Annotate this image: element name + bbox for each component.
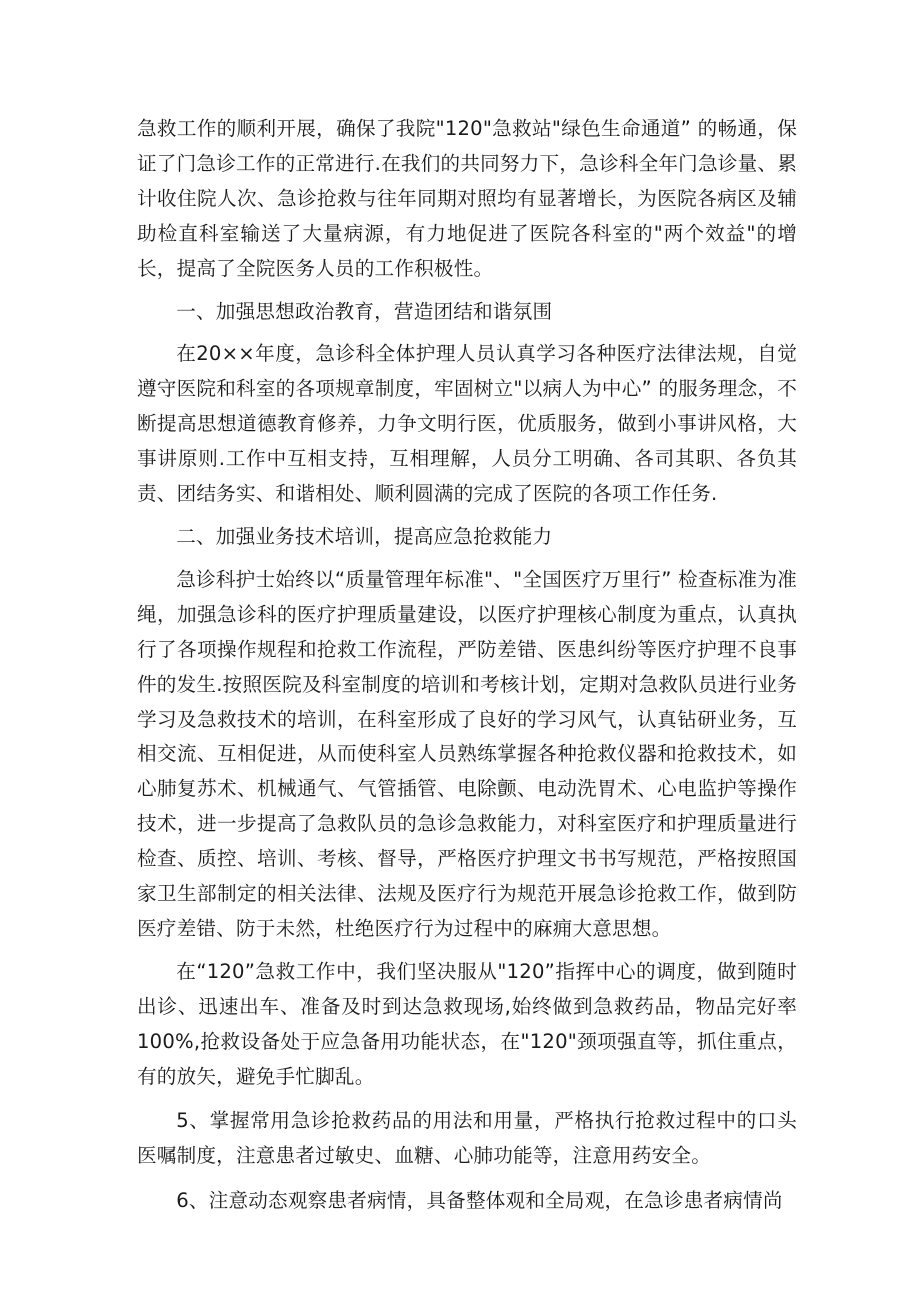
paragraph-section-2: 急诊科护士始终以“质量管理年标准"、"全国医疗万里行” 检查标准为准绳，加强急诊科的医疗护理质量建设，以医疗护理核心制度为重点，认真执行了各项操作规程和抢救工作流程，严防差错、医患纠纷等医疗护理不良事件的发生.按照医院及科室制度的培训和考核计划，定期对急救队员进行业务学习及急救技术的培训，在科室形成了良好的学习风气，认真钻研业务，互相交流、互相促进，从而使科室人员熟练掌握各种抢救仪器和抢救技术，如心肺复苏术、机械通气、气管插管、电除颤、电动洗胃术、心电监护等操作技术，进一步提高了急救队员的急诊急救能力，对科室医疗和护理质量进行检查、质控、培训、考核、督导，严格医疗护理文书书写规范，严格按照国家卫生部制定的相关法律、法规及医疗行为规范开展急诊抢救工作，做到防医疗差错、防于未然，杜绝医疗行为过程中的麻痈大意思想。 — [137, 567, 797, 940]
paragraph-item-6: 6、注意动态观察患者病情，具备整体观和全局观，在急诊患者病情尚 — [176, 1189, 783, 1213]
paragraph-item-5: 5、掌握常用急诊抢救药品的用法和用量，严格执行抢救过程中的口头医嘱制度，注意患者过敏史、血糖、心肺功能等，注意用药安全。 — [137, 1109, 797, 1168]
section-heading-1: 一、加强思想政治教育，营造团结和谐氛围 — [176, 299, 553, 323]
paragraph-intro: 急救工作的顺利开展，确保了我院"120"急救站"绿色生命通道” 的畅通，保证了门急诊工作的正常进行.在我们的共同努力下，急诊科全年门急诊量、累计收住院人次、急诊抢救与往年同期对照均有显著增长，为医院各病区及辅助检直科室输送了大量病源，有力地促进了医院各科室的"两个效益"的增长，提高了全院医务人员的工作积极性。 — [137, 117, 797, 280]
paragraph-120-work: 在“120”急救工作中，我们坚决服从"120”指挥中心的调度，做到随时出诊、迅速出车、准备及时到达急救现场,始终做到急救药品，物品完好率100%,抢救设备处于应急备用功能状态，在"120"颈项强直等，抓住重点，有的放矢，避免手忙脚乱。 — [137, 959, 797, 1088]
document-body — [137, 112, 797, 1219]
section-heading-2: 二、加强业务技术培训，提高应急抢救能力 — [176, 524, 553, 548]
paragraph-section-1: 在20××年度，急诊科全体护理人员认真学习各种医疗法律法规，自觉遵守医院和科室的各项规章制度，牢固树立"以病人为中心” 的服务理念，不断提高思想道德教育修养，力争文明行医，优质服务，做到小事讲风格，大事讲原则.工作中互相支持，互相理解，人员分工明确、各司其职、各负其责、团结务实、和谐相处、顺利圆满的完成了医院的各项工作任务. — [137, 342, 797, 506]
